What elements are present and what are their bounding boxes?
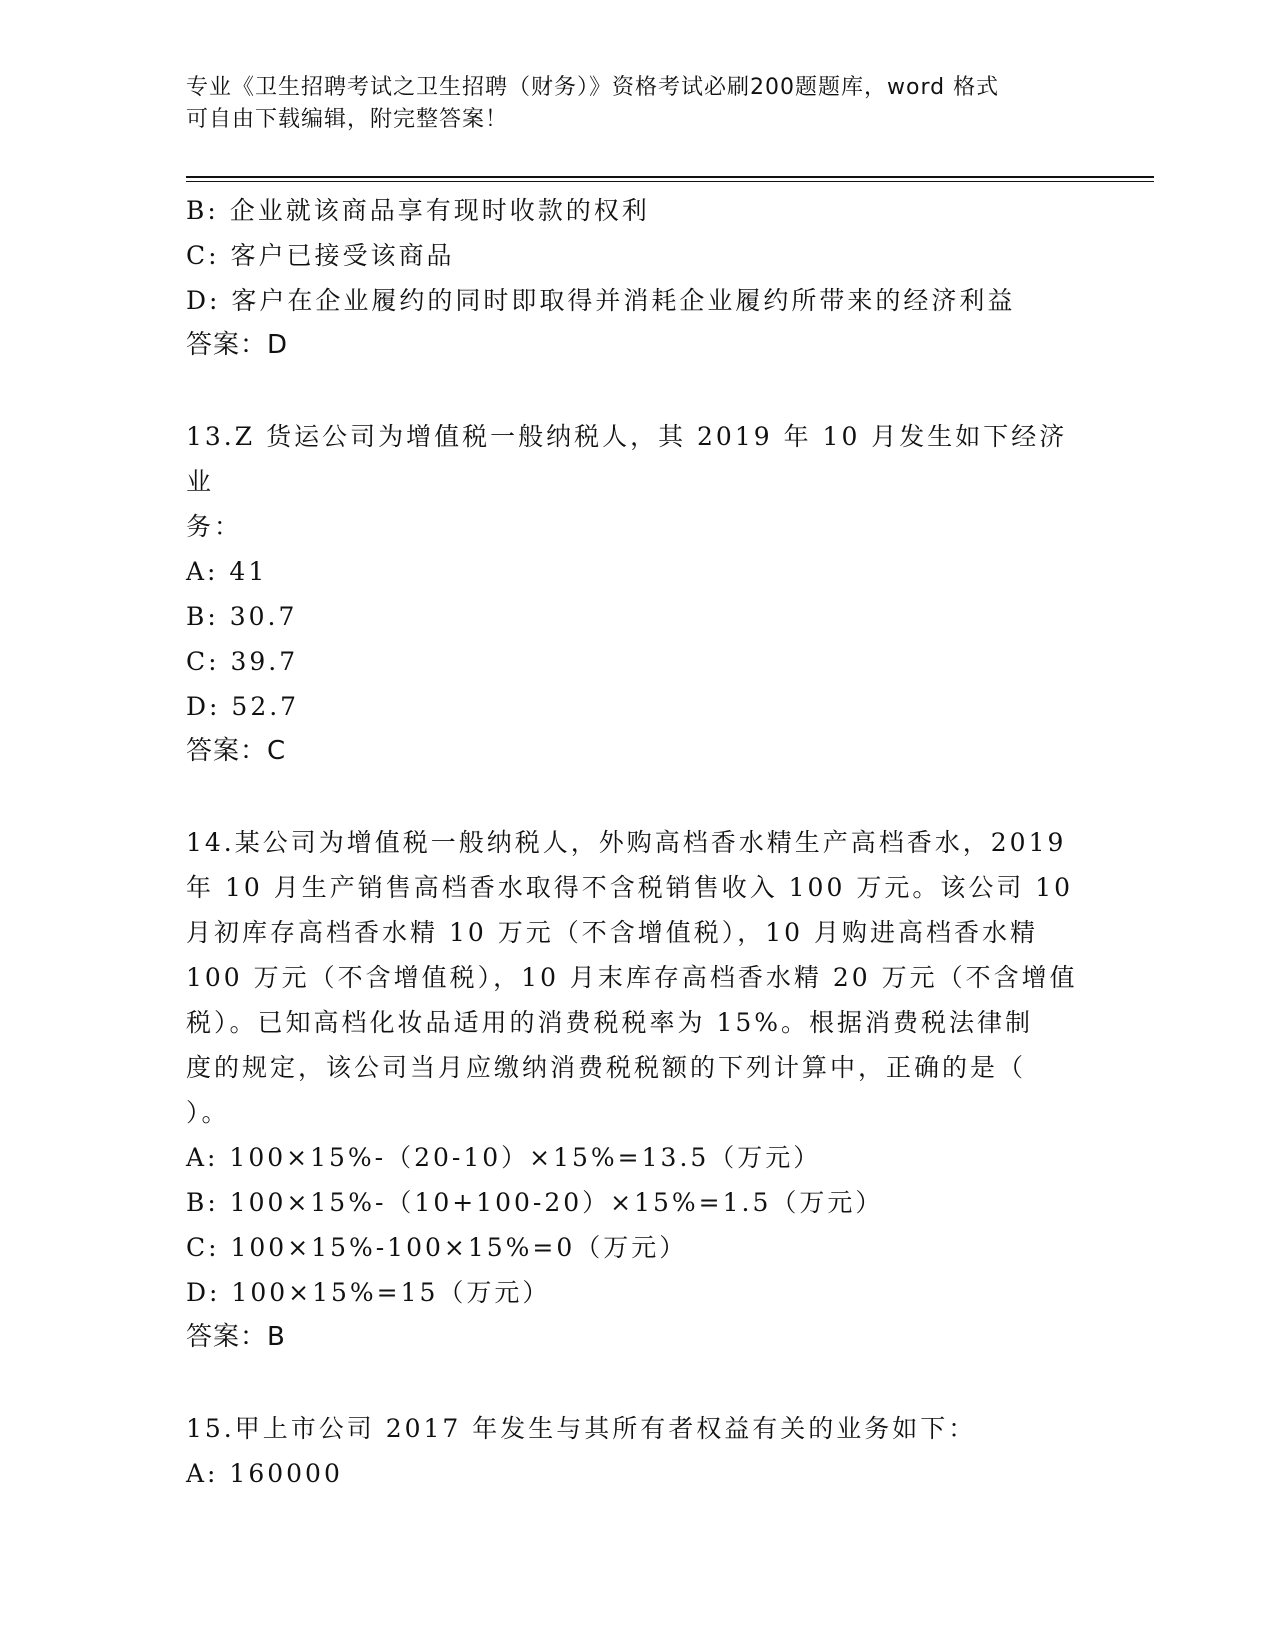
q14-stem-line-5: 税）。已知高档化妆品适用的消费税税率为 15%。根据消费税法律制 xyxy=(186,1008,1034,1037)
document-header xyxy=(186,72,1066,136)
spacer xyxy=(186,774,1086,820)
q13-answer: 答案：C xyxy=(186,736,287,766)
q12-option-d: D: 客户在企业履约的同时即取得并消耗企业履约所带来的经济利益 xyxy=(186,286,1016,315)
q12-option-b: B: 企业就该商品享有现时收款的权利 xyxy=(186,196,650,225)
q14-stem-line-7: ）。 xyxy=(186,1098,230,1127)
header-line-2: 可自由下载编辑，附完整答案！ xyxy=(186,107,509,132)
q13-option-c: C: 39.7 xyxy=(186,647,299,676)
q14-option-a: A: 100×15%-（20-10）×15%=13.5（万元） xyxy=(186,1143,822,1172)
header-rule-thin xyxy=(186,181,1154,182)
q12-option-c: C: 客户已接受该商品 xyxy=(186,241,455,270)
q14-option-c: C: 100×15%-100×15%=0（万元） xyxy=(186,1233,688,1262)
q14-stem-line-6: 度的规定，该公司当月应缴纳消费税税额的下列计算中，正确的是（ xyxy=(186,1053,1027,1082)
question-15 xyxy=(186,1406,1086,1496)
q14-answer: 答案：B xyxy=(186,1322,286,1352)
q14-stem-line-2: 年 10 月生产销售高档香水取得不含税销售收入 100 万元。该公司 10 xyxy=(186,873,1074,902)
q13-option-a: A: 41 xyxy=(186,557,268,586)
q14-stem-line-4: 100 万元（不含增值税），10 月末库存高档香水精 20 万元（不含增值 xyxy=(186,963,1078,992)
header-rule-thick xyxy=(186,176,1154,178)
question-list xyxy=(186,188,1086,1496)
question-13 xyxy=(186,414,1086,774)
header-line-1: 专业《卫生招聘考试之卫生招聘（财务）》资格考试必刷200题题库，word 格式 xyxy=(186,75,1000,100)
q14-option-b: B: 100×15%-（10+100-20）×15%=1.5（万元） xyxy=(186,1188,884,1217)
q14-stem-line-1: 14.某公司为增值税一般纳税人，外购高档香水精生产高档香水，2019 xyxy=(186,828,1067,857)
q15-stem-line-1: 15.甲上市公司 2017 年发生与其所有者权益有关的业务如下： xyxy=(186,1414,977,1443)
question-12 xyxy=(186,188,1086,368)
q13-stem-line-1: 13.Z 货运公司为增值税一般纳税人，其 2019 年 10 月发生如下经济业 xyxy=(186,422,1068,496)
spacer xyxy=(186,368,1086,414)
q12-answer: 答案：D xyxy=(186,330,289,360)
q13-stem-line-2: 务： xyxy=(186,512,243,541)
question-14 xyxy=(186,820,1086,1360)
q13-option-d: D: 52.7 xyxy=(186,692,300,721)
q14-stem-line-3: 月初库存高档香水精 10 万元（不含增值税），10 月购进高档香水精 xyxy=(186,918,1038,947)
q13-option-b: B: 30.7 xyxy=(186,602,298,631)
q14-option-d: D: 100×15%=15（万元） xyxy=(186,1278,551,1307)
q15-option-a: A: 160000 xyxy=(186,1459,343,1488)
spacer xyxy=(186,1360,1086,1406)
